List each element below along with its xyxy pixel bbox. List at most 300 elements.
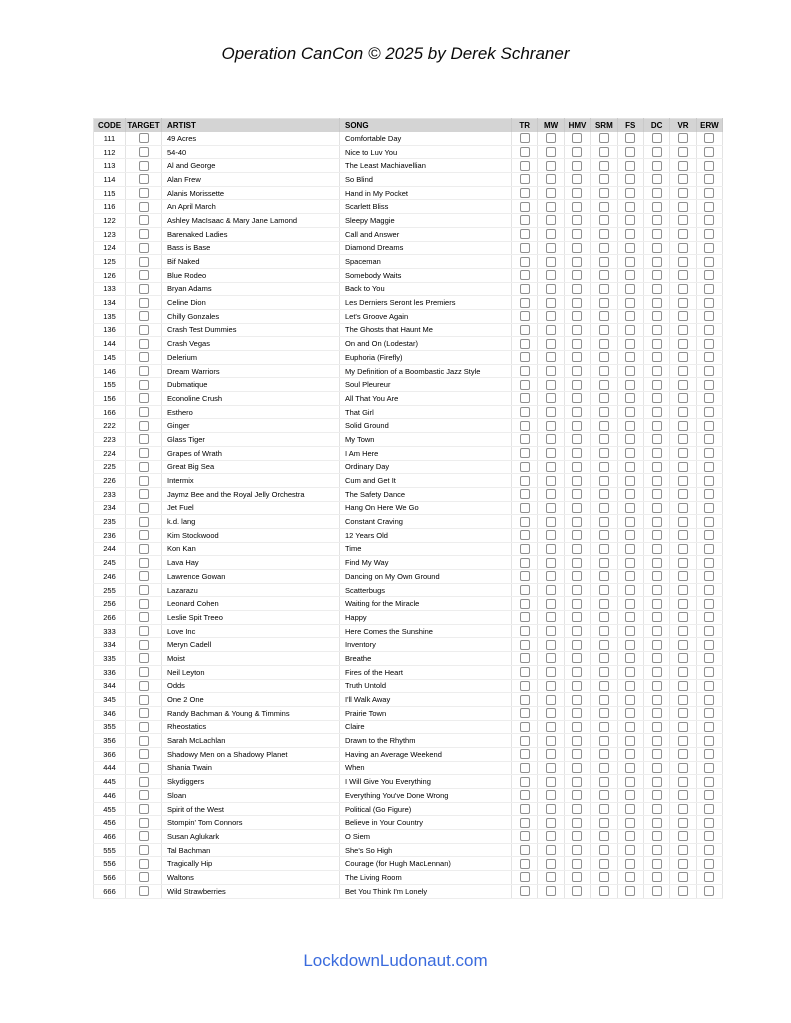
hmv-checkbox[interactable] <box>572 147 582 157</box>
mw-checkbox[interactable] <box>546 667 556 677</box>
mw-checkbox[interactable] <box>546 311 556 321</box>
hmv-checkbox[interactable] <box>572 133 582 143</box>
mw-checkbox[interactable] <box>546 147 556 157</box>
srm-checkbox[interactable] <box>599 462 609 472</box>
hmv-checkbox[interactable] <box>572 599 582 609</box>
mw-checkbox[interactable] <box>546 626 556 636</box>
dc-checkbox[interactable] <box>652 585 662 595</box>
hmv-checkbox[interactable] <box>572 763 582 773</box>
fs-checkbox[interactable] <box>625 284 635 294</box>
fs-checkbox[interactable] <box>625 612 635 622</box>
dc-checkbox[interactable] <box>652 270 662 280</box>
fs-checkbox[interactable] <box>625 777 635 787</box>
hmv-checkbox[interactable] <box>572 462 582 472</box>
dc-checkbox[interactable] <box>652 393 662 403</box>
srm-checkbox[interactable] <box>599 831 609 841</box>
tr-checkbox[interactable] <box>520 626 530 636</box>
dc-checkbox[interactable] <box>652 640 662 650</box>
target-checkbox[interactable] <box>139 681 149 691</box>
target-checkbox[interactable] <box>139 736 149 746</box>
hmv-checkbox[interactable] <box>572 407 582 417</box>
dc-checkbox[interactable] <box>652 845 662 855</box>
erw-checkbox[interactable] <box>704 311 714 321</box>
tr-checkbox[interactable] <box>520 681 530 691</box>
erw-checkbox[interactable] <box>704 859 714 869</box>
erw-checkbox[interactable] <box>704 571 714 581</box>
erw-checkbox[interactable] <box>704 708 714 718</box>
target-checkbox[interactable] <box>139 544 149 554</box>
dc-checkbox[interactable] <box>652 243 662 253</box>
srm-checkbox[interactable] <box>599 352 609 362</box>
target-checkbox[interactable] <box>139 270 149 280</box>
srm-checkbox[interactable] <box>599 366 609 376</box>
fs-checkbox[interactable] <box>625 517 635 527</box>
dc-checkbox[interactable] <box>652 311 662 321</box>
fs-checkbox[interactable] <box>625 339 635 349</box>
vr-checkbox[interactable] <box>678 325 688 335</box>
hmv-checkbox[interactable] <box>572 695 582 705</box>
erw-checkbox[interactable] <box>704 667 714 677</box>
srm-checkbox[interactable] <box>599 380 609 390</box>
vr-checkbox[interactable] <box>678 229 688 239</box>
fs-checkbox[interactable] <box>625 257 635 267</box>
tr-checkbox[interactable] <box>520 202 530 212</box>
hmv-checkbox[interactable] <box>572 872 582 882</box>
fs-checkbox[interactable] <box>625 298 635 308</box>
dc-checkbox[interactable] <box>652 147 662 157</box>
erw-checkbox[interactable] <box>704 298 714 308</box>
vr-checkbox[interactable] <box>678 585 688 595</box>
srm-checkbox[interactable] <box>599 681 609 691</box>
dc-checkbox[interactable] <box>652 790 662 800</box>
tr-checkbox[interactable] <box>520 599 530 609</box>
fs-checkbox[interactable] <box>625 462 635 472</box>
hmv-checkbox[interactable] <box>572 790 582 800</box>
hmv-checkbox[interactable] <box>572 667 582 677</box>
fs-checkbox[interactable] <box>625 174 635 184</box>
vr-checkbox[interactable] <box>678 366 688 376</box>
vr-checkbox[interactable] <box>678 174 688 184</box>
fs-checkbox[interactable] <box>625 667 635 677</box>
dc-checkbox[interactable] <box>652 818 662 828</box>
srm-checkbox[interactable] <box>599 243 609 253</box>
fs-checkbox[interactable] <box>625 393 635 403</box>
mw-checkbox[interactable] <box>546 571 556 581</box>
srm-checkbox[interactable] <box>599 311 609 321</box>
srm-checkbox[interactable] <box>599 407 609 417</box>
tr-checkbox[interactable] <box>520 790 530 800</box>
srm-checkbox[interactable] <box>599 736 609 746</box>
tr-checkbox[interactable] <box>520 831 530 841</box>
erw-checkbox[interactable] <box>704 229 714 239</box>
vr-checkbox[interactable] <box>678 298 688 308</box>
fs-checkbox[interactable] <box>625 188 635 198</box>
dc-checkbox[interactable] <box>652 626 662 636</box>
srm-checkbox[interactable] <box>599 695 609 705</box>
vr-checkbox[interactable] <box>678 133 688 143</box>
srm-checkbox[interactable] <box>599 133 609 143</box>
vr-checkbox[interactable] <box>678 434 688 444</box>
hmv-checkbox[interactable] <box>572 681 582 691</box>
hmv-checkbox[interactable] <box>572 311 582 321</box>
fs-checkbox[interactable] <box>625 845 635 855</box>
srm-checkbox[interactable] <box>599 257 609 267</box>
mw-checkbox[interactable] <box>546 530 556 540</box>
hmv-checkbox[interactable] <box>572 640 582 650</box>
vr-checkbox[interactable] <box>678 421 688 431</box>
srm-checkbox[interactable] <box>599 530 609 540</box>
erw-checkbox[interactable] <box>704 270 714 280</box>
erw-checkbox[interactable] <box>704 831 714 841</box>
vr-checkbox[interactable] <box>678 749 688 759</box>
tr-checkbox[interactable] <box>520 804 530 814</box>
tr-checkbox[interactable] <box>520 352 530 362</box>
erw-checkbox[interactable] <box>704 804 714 814</box>
target-checkbox[interactable] <box>139 215 149 225</box>
srm-checkbox[interactable] <box>599 585 609 595</box>
srm-checkbox[interactable] <box>599 558 609 568</box>
fs-checkbox[interactable] <box>625 818 635 828</box>
tr-checkbox[interactable] <box>520 585 530 595</box>
mw-checkbox[interactable] <box>546 325 556 335</box>
hmv-checkbox[interactable] <box>572 366 582 376</box>
hmv-checkbox[interactable] <box>572 489 582 499</box>
erw-checkbox[interactable] <box>704 653 714 663</box>
srm-checkbox[interactable] <box>599 503 609 513</box>
erw-checkbox[interactable] <box>704 147 714 157</box>
target-checkbox[interactable] <box>139 872 149 882</box>
target-checkbox[interactable] <box>139 667 149 677</box>
vr-checkbox[interactable] <box>678 393 688 403</box>
target-checkbox[interactable] <box>139 886 149 896</box>
dc-checkbox[interactable] <box>652 161 662 171</box>
fs-checkbox[interactable] <box>625 366 635 376</box>
target-checkbox[interactable] <box>139 366 149 376</box>
erw-checkbox[interactable] <box>704 722 714 732</box>
vr-checkbox[interactable] <box>678 448 688 458</box>
dc-checkbox[interactable] <box>652 489 662 499</box>
erw-checkbox[interactable] <box>704 161 714 171</box>
dc-checkbox[interactable] <box>652 653 662 663</box>
dc-checkbox[interactable] <box>652 202 662 212</box>
mw-checkbox[interactable] <box>546 202 556 212</box>
mw-checkbox[interactable] <box>546 339 556 349</box>
erw-checkbox[interactable] <box>704 476 714 486</box>
dc-checkbox[interactable] <box>652 886 662 896</box>
target-checkbox[interactable] <box>139 599 149 609</box>
mw-checkbox[interactable] <box>546 174 556 184</box>
hmv-checkbox[interactable] <box>572 708 582 718</box>
tr-checkbox[interactable] <box>520 722 530 732</box>
srm-checkbox[interactable] <box>599 517 609 527</box>
erw-checkbox[interactable] <box>704 818 714 828</box>
mw-checkbox[interactable] <box>546 722 556 732</box>
hmv-checkbox[interactable] <box>572 571 582 581</box>
fs-checkbox[interactable] <box>625 585 635 595</box>
mw-checkbox[interactable] <box>546 544 556 554</box>
vr-checkbox[interactable] <box>678 462 688 472</box>
vr-checkbox[interactable] <box>678 544 688 554</box>
target-checkbox[interactable] <box>139 722 149 732</box>
hmv-checkbox[interactable] <box>572 161 582 171</box>
fs-checkbox[interactable] <box>625 544 635 554</box>
mw-checkbox[interactable] <box>546 831 556 841</box>
erw-checkbox[interactable] <box>704 530 714 540</box>
vr-checkbox[interactable] <box>678 667 688 677</box>
fs-checkbox[interactable] <box>625 790 635 800</box>
vr-checkbox[interactable] <box>678 530 688 540</box>
mw-checkbox[interactable] <box>546 845 556 855</box>
mw-checkbox[interactable] <box>546 681 556 691</box>
target-checkbox[interactable] <box>139 585 149 595</box>
mw-checkbox[interactable] <box>546 886 556 896</box>
tr-checkbox[interactable] <box>520 188 530 198</box>
srm-checkbox[interactable] <box>599 708 609 718</box>
target-checkbox[interactable] <box>139 530 149 540</box>
srm-checkbox[interactable] <box>599 763 609 773</box>
tr-checkbox[interactable] <box>520 818 530 828</box>
mw-checkbox[interactable] <box>546 517 556 527</box>
fs-checkbox[interactable] <box>625 708 635 718</box>
tr-checkbox[interactable] <box>520 325 530 335</box>
fs-checkbox[interactable] <box>625 626 635 636</box>
target-checkbox[interactable] <box>139 339 149 349</box>
vr-checkbox[interactable] <box>678 476 688 486</box>
srm-checkbox[interactable] <box>599 790 609 800</box>
hmv-checkbox[interactable] <box>572 653 582 663</box>
footer-link[interactable]: LockdownLudonaut.com <box>303 951 488 970</box>
dc-checkbox[interactable] <box>652 612 662 622</box>
erw-checkbox[interactable] <box>704 380 714 390</box>
dc-checkbox[interactable] <box>652 448 662 458</box>
mw-checkbox[interactable] <box>546 352 556 362</box>
dc-checkbox[interactable] <box>652 695 662 705</box>
hmv-checkbox[interactable] <box>572 174 582 184</box>
tr-checkbox[interactable] <box>520 612 530 622</box>
mw-checkbox[interactable] <box>546 257 556 267</box>
vr-checkbox[interactable] <box>678 681 688 691</box>
hmv-checkbox[interactable] <box>572 339 582 349</box>
fs-checkbox[interactable] <box>625 489 635 499</box>
hmv-checkbox[interactable] <box>572 325 582 335</box>
mw-checkbox[interactable] <box>546 380 556 390</box>
dc-checkbox[interactable] <box>652 133 662 143</box>
target-checkbox[interactable] <box>139 462 149 472</box>
fs-checkbox[interactable] <box>625 202 635 212</box>
vr-checkbox[interactable] <box>678 722 688 732</box>
hmv-checkbox[interactable] <box>572 612 582 622</box>
mw-checkbox[interactable] <box>546 489 556 499</box>
hmv-checkbox[interactable] <box>572 804 582 814</box>
dc-checkbox[interactable] <box>652 174 662 184</box>
fs-checkbox[interactable] <box>625 147 635 157</box>
target-checkbox[interactable] <box>139 695 149 705</box>
fs-checkbox[interactable] <box>625 831 635 841</box>
mw-checkbox[interactable] <box>546 818 556 828</box>
hmv-checkbox[interactable] <box>572 777 582 787</box>
tr-checkbox[interactable] <box>520 763 530 773</box>
erw-checkbox[interactable] <box>704 640 714 650</box>
tr-checkbox[interactable] <box>520 393 530 403</box>
fs-checkbox[interactable] <box>625 380 635 390</box>
erw-checkbox[interactable] <box>704 626 714 636</box>
target-checkbox[interactable] <box>139 790 149 800</box>
srm-checkbox[interactable] <box>599 448 609 458</box>
dc-checkbox[interactable] <box>652 215 662 225</box>
target-checkbox[interactable] <box>139 325 149 335</box>
dc-checkbox[interactable] <box>652 284 662 294</box>
target-checkbox[interactable] <box>139 517 149 527</box>
vr-checkbox[interactable] <box>678 818 688 828</box>
erw-checkbox[interactable] <box>704 215 714 225</box>
fs-checkbox[interactable] <box>625 599 635 609</box>
hmv-checkbox[interactable] <box>572 736 582 746</box>
vr-checkbox[interactable] <box>678 790 688 800</box>
dc-checkbox[interactable] <box>652 352 662 362</box>
target-checkbox[interactable] <box>139 845 149 855</box>
srm-checkbox[interactable] <box>599 270 609 280</box>
vr-checkbox[interactable] <box>678 352 688 362</box>
erw-checkbox[interactable] <box>704 188 714 198</box>
erw-checkbox[interactable] <box>704 448 714 458</box>
erw-checkbox[interactable] <box>704 544 714 554</box>
srm-checkbox[interactable] <box>599 571 609 581</box>
tr-checkbox[interactable] <box>520 695 530 705</box>
vr-checkbox[interactable] <box>678 736 688 746</box>
hmv-checkbox[interactable] <box>572 215 582 225</box>
target-checkbox[interactable] <box>139 653 149 663</box>
vr-checkbox[interactable] <box>678 147 688 157</box>
tr-checkbox[interactable] <box>520 845 530 855</box>
fs-checkbox[interactable] <box>625 243 635 253</box>
mw-checkbox[interactable] <box>546 790 556 800</box>
fs-checkbox[interactable] <box>625 311 635 321</box>
mw-checkbox[interactable] <box>546 229 556 239</box>
dc-checkbox[interactable] <box>652 749 662 759</box>
dc-checkbox[interactable] <box>652 229 662 239</box>
erw-checkbox[interactable] <box>704 393 714 403</box>
target-checkbox[interactable] <box>139 818 149 828</box>
hmv-checkbox[interactable] <box>572 476 582 486</box>
srm-checkbox[interactable] <box>599 339 609 349</box>
tr-checkbox[interactable] <box>520 736 530 746</box>
hmv-checkbox[interactable] <box>572 558 582 568</box>
erw-checkbox[interactable] <box>704 489 714 499</box>
erw-checkbox[interactable] <box>704 777 714 787</box>
dc-checkbox[interactable] <box>652 298 662 308</box>
srm-checkbox[interactable] <box>599 777 609 787</box>
target-checkbox[interactable] <box>139 763 149 773</box>
tr-checkbox[interactable] <box>520 571 530 581</box>
erw-checkbox[interactable] <box>704 462 714 472</box>
erw-checkbox[interactable] <box>704 257 714 267</box>
hmv-checkbox[interactable] <box>572 284 582 294</box>
tr-checkbox[interactable] <box>520 174 530 184</box>
mw-checkbox[interactable] <box>546 612 556 622</box>
vr-checkbox[interactable] <box>678 626 688 636</box>
vr-checkbox[interactable] <box>678 777 688 787</box>
target-checkbox[interactable] <box>139 421 149 431</box>
hmv-checkbox[interactable] <box>572 188 582 198</box>
tr-checkbox[interactable] <box>520 366 530 376</box>
hmv-checkbox[interactable] <box>572 421 582 431</box>
srm-checkbox[interactable] <box>599 147 609 157</box>
srm-checkbox[interactable] <box>599 722 609 732</box>
srm-checkbox[interactable] <box>599 626 609 636</box>
erw-checkbox[interactable] <box>704 352 714 362</box>
fs-checkbox[interactable] <box>625 434 635 444</box>
srm-checkbox[interactable] <box>599 421 609 431</box>
erw-checkbox[interactable] <box>704 202 714 212</box>
tr-checkbox[interactable] <box>520 284 530 294</box>
srm-checkbox[interactable] <box>599 202 609 212</box>
target-checkbox[interactable] <box>139 393 149 403</box>
fs-checkbox[interactable] <box>625 872 635 882</box>
target-checkbox[interactable] <box>139 229 149 239</box>
srm-checkbox[interactable] <box>599 393 609 403</box>
fs-checkbox[interactable] <box>625 448 635 458</box>
dc-checkbox[interactable] <box>652 763 662 773</box>
tr-checkbox[interactable] <box>520 872 530 882</box>
vr-checkbox[interactable] <box>678 886 688 896</box>
erw-checkbox[interactable] <box>704 325 714 335</box>
tr-checkbox[interactable] <box>520 161 530 171</box>
vr-checkbox[interactable] <box>678 763 688 773</box>
srm-checkbox[interactable] <box>599 476 609 486</box>
mw-checkbox[interactable] <box>546 777 556 787</box>
srm-checkbox[interactable] <box>599 749 609 759</box>
hmv-checkbox[interactable] <box>572 257 582 267</box>
hmv-checkbox[interactable] <box>572 530 582 540</box>
tr-checkbox[interactable] <box>520 257 530 267</box>
srm-checkbox[interactable] <box>599 804 609 814</box>
target-checkbox[interactable] <box>139 161 149 171</box>
target-checkbox[interactable] <box>139 448 149 458</box>
fs-checkbox[interactable] <box>625 681 635 691</box>
vr-checkbox[interactable] <box>678 243 688 253</box>
fs-checkbox[interactable] <box>625 640 635 650</box>
erw-checkbox[interactable] <box>704 845 714 855</box>
dc-checkbox[interactable] <box>652 859 662 869</box>
target-checkbox[interactable] <box>139 708 149 718</box>
hmv-checkbox[interactable] <box>572 270 582 280</box>
target-checkbox[interactable] <box>139 298 149 308</box>
erw-checkbox[interactable] <box>704 558 714 568</box>
vr-checkbox[interactable] <box>678 872 688 882</box>
tr-checkbox[interactable] <box>520 407 530 417</box>
tr-checkbox[interactable] <box>520 380 530 390</box>
vr-checkbox[interactable] <box>678 571 688 581</box>
erw-checkbox[interactable] <box>704 366 714 376</box>
srm-checkbox[interactable] <box>599 859 609 869</box>
tr-checkbox[interactable] <box>520 886 530 896</box>
target-checkbox[interactable] <box>139 311 149 321</box>
srm-checkbox[interactable] <box>599 489 609 499</box>
erw-checkbox[interactable] <box>704 872 714 882</box>
tr-checkbox[interactable] <box>520 859 530 869</box>
fs-checkbox[interactable] <box>625 886 635 896</box>
dc-checkbox[interactable] <box>652 366 662 376</box>
hmv-checkbox[interactable] <box>572 202 582 212</box>
vr-checkbox[interactable] <box>678 558 688 568</box>
tr-checkbox[interactable] <box>520 749 530 759</box>
erw-checkbox[interactable] <box>704 174 714 184</box>
mw-checkbox[interactable] <box>546 736 556 746</box>
mw-checkbox[interactable] <box>546 215 556 225</box>
mw-checkbox[interactable] <box>546 366 556 376</box>
mw-checkbox[interactable] <box>546 749 556 759</box>
erw-checkbox[interactable] <box>704 736 714 746</box>
